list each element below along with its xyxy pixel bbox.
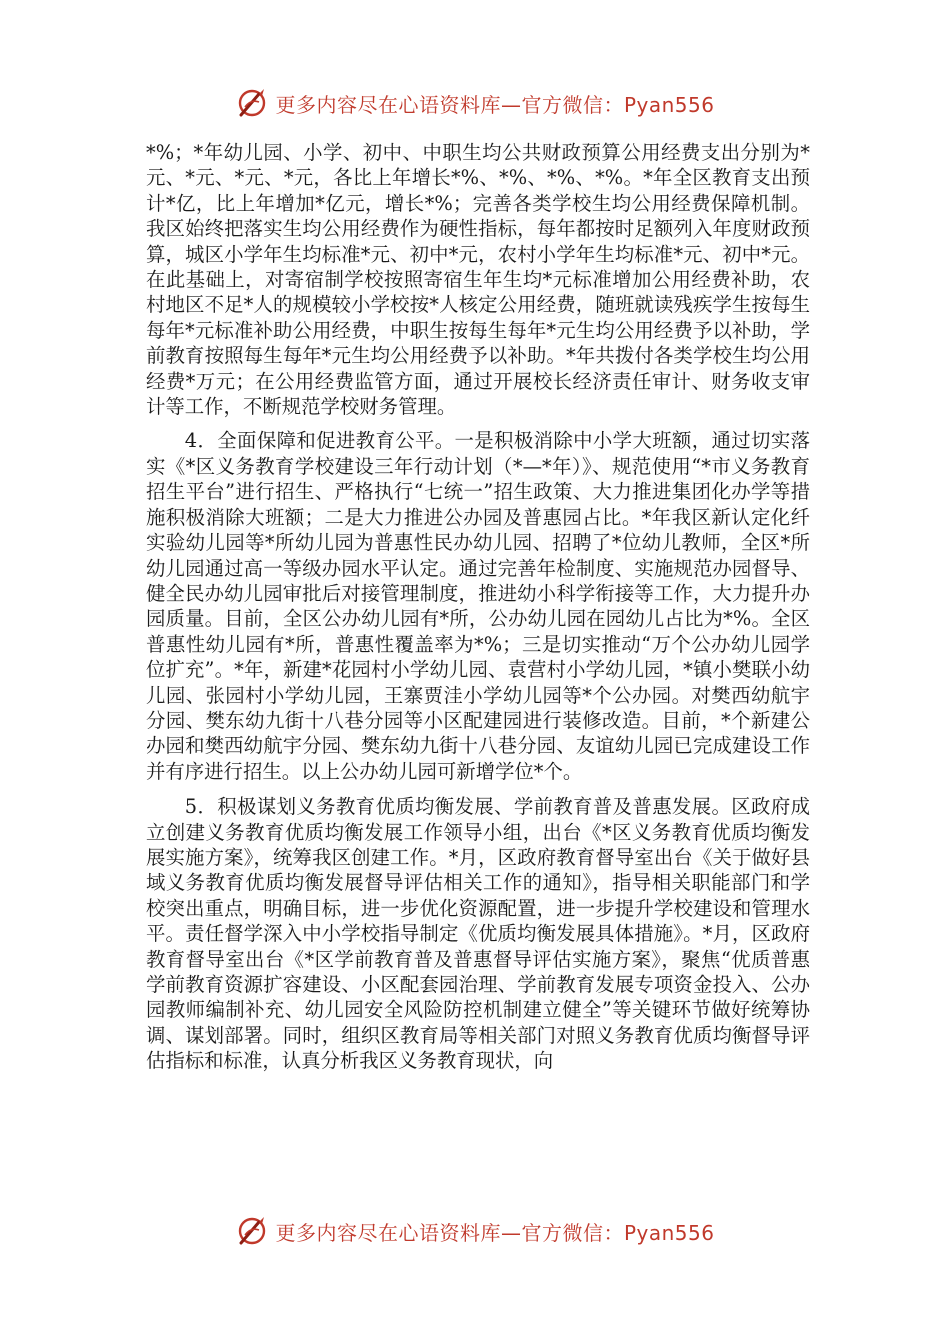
watermark-text: 更多内容尽在心语资料库—官方微信：Pyan556: [275, 92, 715, 117]
paragraph-continuation: *%；*年幼儿园、小学、初中、中职生均公共财政预算公用经费支出分别为*元、*元、*元、*元，各比上年增长*%、*%、*%、*%。*年全区教育支出预计*亿，比上年增加*亿元，增长*%；完善各类学校生均公用经费保障机制。我区始终把落实生均公用经费作为硬性指标，每年都按时足额列入年度财政预算，城区小学年生均标准*元、初中*元，农村小学年生均标准*元、初中*元。在此基础上，对寄宿制学校按照寄宿生年生均*元标准增加公用经费补助，农村地区不足*人的规模较小学校按*人核定公用经费，随班就读残疾学生按每生每年*元标准补助公用经费，中职生按每生每年*元生均公用经费予以补助，学前教育按照每生每年*元生均公用经费予以补助。*年共拨付各类学校生均公用经费*万元；在公用经费监管方面，通过开展校长经济责任审计、财务收支审计等工作，不断规范学校财务管理。: [146, 141, 810, 419]
watermark-footer: [0, 1211, 950, 1251]
paragraph-balanced-development: 5．积极谋划义务教育优质均衡发展、学前教育普及普惠发展。区政府成立创建义务教育优质均衡发展工作领导小组，出台《*区义务教育优质均衡发展实施方案》，统筹我区创建工作。*月，区政府教育督导室出台《关于做好县域义务教育优质均衡发展督导评估相关工作的通知》，指导相关职能部门和学校突出重点，明确目标，进一步优化资源配置，进一步提升学校建设和管理水平。责任督学深入中小学校指导制定《优质均衡发展具体措施》。*月，区政府教育督导室出台《*区学前教育普及普惠督导评估实施方案》，聚焦“优质普惠学前教育资源扩容建设、小区配套园治理、学前教育发展专项资金投入、公办园教师编制补充、幼儿园安全风险防控机制建立健全”等关键环节做好统筹协调、谋划部署。同时，组织区教育局等相关部门对照义务教育优质均衡督导评估指标和标准，认真分析我区义务教育现状，向: [146, 795, 810, 1073]
pen-swirl-logo-icon: [235, 85, 271, 121]
watermark-text: 更多内容尽在心语资料库—官方微信：Pyan556: [275, 1220, 715, 1245]
document-body: [146, 140, 810, 1074]
watermark-header: [0, 83, 950, 123]
pen-swirl-logo-icon: [235, 1213, 271, 1249]
paragraph-education-equity: 4．全面保障和促进教育公平。一是积极消除中小学大班额，通过切实落实《*区义务教育学校建设三年行动计划（*—*年）》、规范使用“*市义务教育招生平台”进行招生、严格执行“七统一”招生政策、大力推进集团化办学等措施积极消除大班额；二是大力推进公办园及普惠园占比。*年我区新认定化纤实验幼儿园等*所幼儿园为普惠性民办幼儿园、招聘了*位幼儿教师，全区*所幼儿园通过高一等级办园水平认定。通过完善年检制度、实施规范办园督导、健全民办幼儿园审批后对接管理制度，推进幼小科学衔接等工作，大力提升办园质量。目前，全区公办幼儿园有*所，公办幼儿园在园幼儿占比为*%。全区普惠性幼儿园有*所，普惠性覆盖率为*%；三是切实推动“万个公办幼儿园学位扩充”。*年，新建*花园村小学幼儿园、袁营村小学幼儿园，*镇小樊联小幼儿园、张园村小学幼儿园，王寨贾洼小学幼儿园等*个公办园。对樊西幼航宇分园、樊东幼九街十八巷分园等小区配建园进行装修改造。目前，*个新建公办园和樊西幼航宇分园、樊东幼九街十八巷分园、友谊幼儿园已完成建设工作并有序进行招生。以上公办幼儿园可新增学位*个。: [146, 429, 810, 783]
